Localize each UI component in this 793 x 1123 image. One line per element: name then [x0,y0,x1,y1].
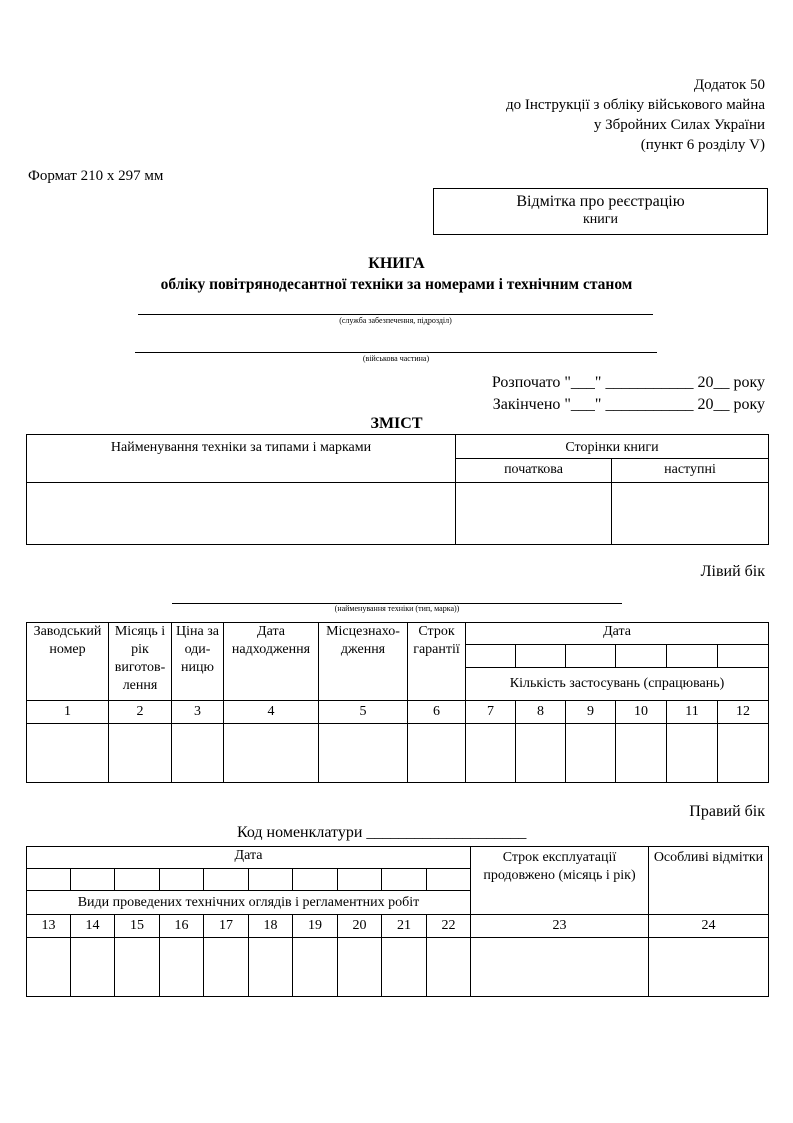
empty-cell [649,938,769,997]
column-number: 13 [27,915,71,938]
appendix-forces: у Збройних Силах України [593,117,765,133]
right-date-cell [293,869,338,891]
contents-initial-cell [456,483,612,545]
finished-date: Закінчено "___" ___________ 20__ року [492,396,765,413]
appendix-instruction: до Інструкції з обліку військового майна [506,97,765,113]
right-date-cell [249,869,293,891]
appendix-reference [435,75,765,155]
inspections-header: Види проведених технічних оглядів і регламентних робіт [27,891,471,915]
right-date-cell [71,869,115,891]
book-subtitle: обліку повітрянодесантної техніки за номерами і технічним станом [160,276,633,293]
column-number: 20 [338,915,382,938]
service-caption: (служба забезпечення, підрозділ) [339,316,452,325]
contents-pages-header: Сторінки книги [456,435,769,459]
column-number: 14 [71,915,115,938]
empty-cell [338,938,382,997]
empty-cell [27,938,71,997]
column-number: 1 [27,701,109,724]
contents-name-cell [27,483,456,545]
location-header: Місцезнахо-дження [319,623,408,701]
factory-number-header: Заводський номер [27,623,109,701]
empty-cell [249,938,293,997]
contents-heading: ЗМІСТ [370,415,423,432]
left-date-cell [667,645,718,668]
empty-cell [408,724,466,783]
empty-cell [566,724,616,783]
left-side-label: Лівий бік [700,563,765,580]
right-date-header: Дата [27,847,471,869]
left-date-cell [566,645,616,668]
empty-cell [27,724,109,783]
column-number: 23 [471,915,649,938]
column-number: 9 [566,701,616,724]
right-date-cell [115,869,160,891]
empty-cell [471,938,649,997]
empty-cell [516,724,566,783]
left-date-cell [616,645,667,668]
started-date: Розпочато "___" ___________ 20__ року [491,374,765,391]
registration-line2: книги [582,212,619,227]
empty-cell [718,724,769,783]
appendix-number: Додаток 50 [693,77,765,93]
format-label: Формат 210 х 297 мм [28,168,164,184]
right-date-cell [204,869,249,891]
contents-name-header: Найменування техніки за типами і марками [27,435,456,483]
empty-cell [172,724,224,783]
column-number: 18 [249,915,293,938]
right-date-cell [427,869,471,891]
receipt-date-header: Дата надходження [224,623,319,701]
unit-caption: (військова частина) [362,354,430,363]
right-side-table [26,846,769,997]
column-number: 3 [172,701,224,724]
empty-cell [616,724,667,783]
left-date-cell [718,645,769,668]
column-number: 10 [616,701,667,724]
contents-table [26,434,769,545]
column-number: 17 [204,915,249,938]
price-header: Ціна за оди-ницю [172,623,224,701]
left-date-header: Дата [466,623,769,645]
column-number: 6 [408,701,466,724]
service-underline [138,314,653,315]
column-number: 16 [160,915,204,938]
column-number: 21 [382,915,427,938]
empty-cell [115,938,160,997]
column-number: 4 [224,701,319,724]
column-number: 8 [516,701,566,724]
notes-header: Особливі відмітки [649,847,769,915]
right-date-cell [27,869,71,891]
contents-next-header: наступні [612,459,769,483]
warranty-header: Строк гарантії [408,623,466,701]
column-number: 11 [667,701,718,724]
empty-cell [667,724,718,783]
right-side-label: Правий бік [689,803,765,820]
right-date-cell [160,869,204,891]
column-number: 19 [293,915,338,938]
left-side-table [26,622,769,783]
appendix-clause: (пункт 6 розділу V) [640,137,765,153]
column-number: 24 [649,915,769,938]
column-number: 7 [466,701,516,724]
empty-cell [160,938,204,997]
contents-next-cell [612,483,769,545]
empty-cell [427,938,471,997]
column-number: 5 [319,701,408,724]
right-date-cell [382,869,427,891]
empty-cell [293,938,338,997]
column-number: 12 [718,701,769,724]
book-title: КНИГА [368,255,425,272]
nomenclature-code: Код номенклатури ____________________ [237,824,527,841]
extension-header: Строк експлуатації продовжено (місяць і рік) [471,847,649,915]
empty-cell [71,938,115,997]
column-number: 15 [115,915,160,938]
contents-initial-header: початкова [456,459,612,483]
month-year-header: Місяць і рік виготов-лення [109,623,172,701]
empty-cell [224,724,319,783]
empty-cell [382,938,427,997]
unit-underline [135,352,657,353]
usage-count-header: Кількість застосувань (спрацювань) [466,668,769,701]
column-number: 22 [427,915,471,938]
left-date-cell [466,645,516,668]
empty-cell [466,724,516,783]
registration-box [433,188,768,235]
empty-cell [319,724,408,783]
left-date-cell [516,645,566,668]
registration-line1: Відмітка про реєстрацію [516,193,685,210]
empty-cell [204,938,249,997]
empty-cell [109,724,172,783]
equipment-caption: (найменування техніки (тип, марка)) [334,604,460,613]
right-date-cell [338,869,382,891]
column-number: 2 [109,701,172,724]
